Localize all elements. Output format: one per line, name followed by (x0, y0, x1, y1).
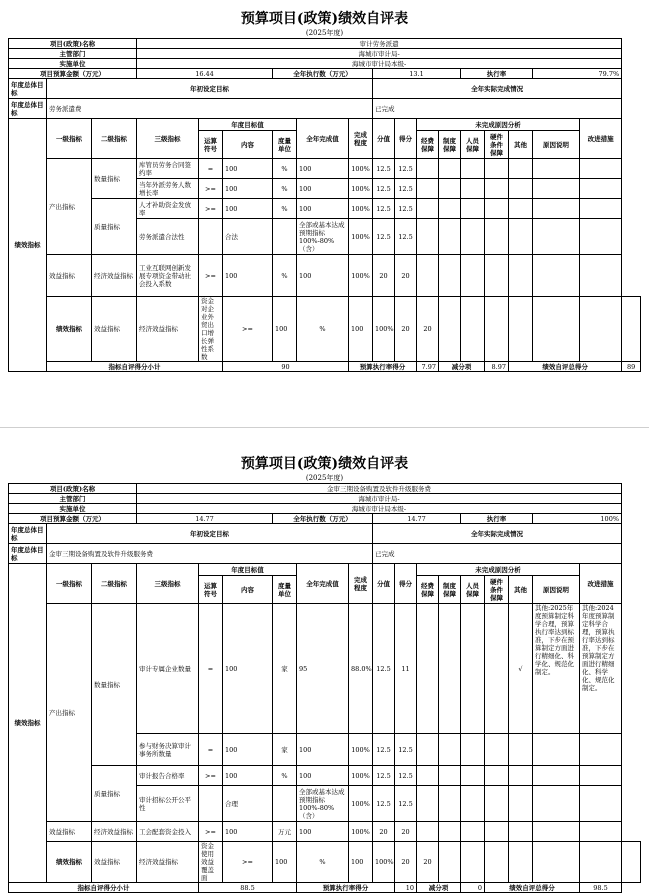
self-total-value: 90 (223, 362, 349, 372)
operator: >= (223, 297, 273, 362)
got-header: 得分 (395, 564, 417, 604)
score-value: 12.5 (373, 219, 395, 255)
evaluation-table (8, 483, 641, 893)
measures-value: 其他:2024年度预算制定科学合理，预算执行率达到标准，下步在预算制定方面进行精细化、科学化、规范化制定。 (580, 604, 622, 734)
table-row (9, 199, 641, 219)
hardware-header: 硬件条件保障 (485, 576, 509, 604)
completion-value: 100% (373, 297, 395, 362)
deduct-value: 0 (461, 883, 485, 893)
rate-label: 执行率 (461, 69, 533, 79)
perf-label: 绩效指标 (9, 564, 47, 883)
operator: >= (199, 199, 223, 219)
l1-satisfaction: 效益指标 (92, 297, 137, 362)
unit-measure-header: 度量单位 (273, 131, 297, 159)
target-content: 100 (223, 604, 273, 734)
budget-value: 16.44 (137, 69, 273, 79)
full-year-value: 100 (297, 159, 349, 179)
target-content: 100 (223, 766, 273, 786)
measure-unit: % (273, 766, 297, 786)
table-row (9, 604, 641, 734)
score-value: 12.5 (373, 766, 395, 786)
operator: >= (223, 842, 273, 883)
project-name-label: 项目(政策)名称 (9, 484, 137, 494)
got-value: 12.5 (395, 786, 417, 822)
full-year-value: 100 (297, 822, 349, 842)
target-content: 100 (223, 159, 273, 179)
operator: >= (199, 179, 223, 199)
rate-value: 79.7% (533, 69, 622, 79)
operator: >= (199, 766, 223, 786)
got-value: 20 (417, 297, 439, 362)
form-2 (8, 455, 641, 893)
annual-goal-label: 年度总体目标 (9, 524, 47, 544)
operator: >= (199, 822, 223, 842)
indicator-name: 审计专属企业数量 (137, 604, 199, 734)
unit-label: 实施单位 (9, 504, 137, 514)
dept-label: 主管部门 (9, 49, 137, 59)
got-value: 20 (417, 842, 439, 883)
staff-header: 人员保障 (461, 576, 485, 604)
executed-value: 14.77 (373, 514, 461, 524)
score-value: 20 (373, 255, 395, 297)
indicator-name: 人才补助资金发放率 (137, 199, 199, 219)
unit-label: 实施单位 (9, 59, 137, 69)
completion-value: 100% (349, 786, 373, 822)
measures-header: 改进措施 (580, 119, 622, 159)
completion-value: 100% (373, 842, 395, 883)
other-header: 其他 (509, 576, 533, 604)
measure-unit (273, 219, 297, 255)
table-row (9, 159, 641, 179)
completion-header: 完成程度 (349, 564, 373, 604)
measure-unit: % (297, 842, 349, 883)
measure-unit: % (273, 199, 297, 219)
reason-desc-value: 其他:2025年度预算制定科学合理，预算执行率达到标准，下步在预算制定方面进行精细化、科学化、规范化制定。 (533, 604, 580, 734)
initial-goal-header: 年初设定目标 (47, 79, 373, 99)
l3-header: 三级指标 (137, 564, 199, 604)
self-total-label: 指标自评得分小计 (9, 883, 199, 893)
l2-quantity: 数量指标 (92, 159, 137, 199)
full-year-value: 100 (297, 199, 349, 219)
l2-quantity: 数量指标 (92, 604, 137, 766)
funding-header: 经费保障 (417, 576, 439, 604)
reasons-header: 未完成原因分析 (417, 119, 580, 131)
full-year-value: 95 (297, 604, 349, 734)
score-value: 12.5 (373, 179, 395, 199)
self-total-label: 指标自评得分小计 (47, 362, 223, 372)
l1-output: 产出指标 (47, 159, 92, 255)
exec-score-label: 预算执行率得分 (297, 883, 395, 893)
l3-header: 三级指标 (137, 119, 199, 159)
l2-quality: 质量指标 (92, 766, 137, 822)
got-value: 12.5 (395, 199, 417, 219)
done-value: 已完成 (373, 99, 622, 119)
l2-econ2: 经济效益指标 (137, 842, 199, 883)
measure-unit: % (273, 255, 297, 297)
total-score-label: 绩效自评总得分 (509, 362, 622, 372)
l1-header: 一级指标 (47, 119, 92, 159)
indicator-name: 资金使用效益覆盖面 (199, 842, 223, 883)
deduct-label: 减分项 (417, 883, 461, 893)
completion-value: 100% (349, 255, 373, 297)
l1-satisfaction: 效益指标 (92, 842, 137, 883)
full-year-value: 100 (297, 179, 349, 199)
got-header: 得分 (395, 119, 417, 159)
full-year-value: 100 (297, 766, 349, 786)
op-header: 运算符号 (199, 131, 223, 159)
deduct-value: 8.97 (485, 362, 509, 372)
content-header: 内容 (223, 131, 273, 159)
l2-econ: 经济效益指标 (92, 822, 137, 842)
perf-label: 绩效指标 (9, 119, 47, 372)
full-year-value: 全部或基本达成预期指标100%-80%（含） (297, 786, 349, 822)
l1-header: 一级指标 (47, 564, 92, 604)
target-content: 100 (273, 297, 297, 362)
deduct-label: 减分项 (439, 362, 485, 372)
operator: >= (199, 255, 223, 297)
form-year: (2025年度) (305, 474, 344, 482)
measures-header: 改进措施 (580, 564, 622, 604)
goal-value: 金审三期设备购置及软件升级服务费 (47, 544, 373, 564)
score-value: 12.5 (373, 734, 395, 766)
full-year-value: 100 (349, 297, 373, 362)
hardware-header: 硬件条件保障 (485, 131, 509, 159)
measure-unit (273, 786, 297, 822)
operator: = (199, 734, 223, 766)
reason-desc-header: 原因说明 (533, 576, 580, 604)
l2-header: 二级指标 (92, 119, 137, 159)
annual-goal-label: 年度总体目标 (9, 79, 47, 99)
executed-label: 全年执行数（万元） (273, 69, 373, 79)
got-value: 12.5 (395, 734, 417, 766)
got-value: 12.5 (395, 179, 417, 199)
goal-value: 劳务派遣费 (47, 99, 373, 119)
evaluation-table (8, 38, 641, 372)
target-header: 年度目标值 (199, 119, 297, 131)
unit-value: 海城市审计局本级- (137, 504, 622, 514)
operator (199, 219, 223, 255)
project-name-value: 金审三期设备购置及软件升级服务费 (137, 484, 622, 494)
measure-unit: 家 (273, 604, 297, 734)
completion-value: 100% (349, 199, 373, 219)
got-value: 20 (395, 822, 417, 842)
page-divider (0, 427, 649, 428)
score-value: 20 (373, 822, 395, 842)
table-row (9, 255, 641, 297)
completion-value: 100% (349, 219, 373, 255)
full-year-value: 全部或基本达成预期指标100%-80%（含） (297, 219, 349, 255)
funding-header: 经费保障 (417, 131, 439, 159)
score-value: 20 (395, 842, 417, 883)
completion-value: 100% (349, 766, 373, 786)
got-value: 12.5 (395, 766, 417, 786)
full-year-header: 全年完成值 (297, 564, 349, 604)
other-check-mark: √ (509, 604, 533, 734)
got-value: 11 (395, 604, 417, 734)
table-row (9, 842, 641, 883)
total-score-value: 89 (622, 362, 641, 372)
budget-value: 14.77 (137, 514, 273, 524)
table-row (9, 822, 641, 842)
score-value: 12.5 (373, 159, 395, 179)
target-content: 合理 (223, 786, 273, 822)
target-content: 100 (223, 179, 273, 199)
done-value: 已完成 (373, 544, 622, 564)
form-title: 预算项目(政策)绩效自评表 (240, 456, 409, 472)
l1-benefit: 效益指标 (47, 255, 92, 297)
staff-header: 人员保障 (461, 131, 485, 159)
indicator-name: 审计报告合格率 (137, 766, 199, 786)
system-header: 制度保障 (439, 131, 461, 159)
l2-quality: 质量指标 (92, 199, 137, 255)
got-value: 20 (395, 255, 417, 297)
reasons-header: 未完成原因分析 (417, 564, 580, 576)
indicator-name: 工业互联网创新发展专项资金带动社会投入系数 (137, 255, 199, 297)
target-content: 合法 (223, 219, 273, 255)
l1-output: 产出指标 (47, 604, 92, 822)
indicator-name: 工会配套资金投入 (137, 822, 199, 842)
unit-value: 海城市审计局本级- (137, 59, 622, 69)
score-value: 12.5 (373, 199, 395, 219)
content-header: 内容 (223, 576, 273, 604)
actual-header: 全年实际完成情况 (373, 79, 622, 99)
full-year-header: 全年完成值 (297, 119, 349, 159)
rate-value: 100% (533, 514, 622, 524)
completion-value: 100% (349, 734, 373, 766)
completion-value: 100% (349, 822, 373, 842)
l2-econ: 经济效益指标 (92, 255, 137, 297)
perf-label: 绩效指标 (47, 297, 92, 362)
target-content: 100 (223, 822, 273, 842)
target-content: 100 (223, 199, 273, 219)
operator: = (199, 604, 223, 734)
annual-goal-label: 年度总体目标 (9, 544, 47, 564)
annual-goal-label: 年度总体目标 (9, 99, 47, 119)
actual-header: 全年实际完成情况 (373, 524, 622, 544)
measure-unit: 家 (273, 734, 297, 766)
completion-value: 88.0% (349, 604, 373, 734)
system-header: 制度保障 (439, 576, 461, 604)
indicator-name: 当年外派劳务人数增长率 (137, 179, 199, 199)
got-value: 12.5 (395, 159, 417, 179)
score-value: 12.5 (373, 786, 395, 822)
target-header: 年度目标值 (199, 564, 297, 576)
operator: = (199, 159, 223, 179)
score-header: 分值 (373, 119, 395, 159)
project-name-label: 项目(政策)名称 (9, 39, 137, 49)
dept-value: 海城市审计局- (137, 49, 622, 59)
total-score-label: 绩效自评总得分 (485, 883, 580, 893)
op-header: 运算符号 (199, 576, 223, 604)
indicator-name: 审计招标公开公平性 (137, 786, 199, 822)
target-content: 100 (223, 255, 273, 297)
executed-label: 全年执行数（万元） (273, 514, 373, 524)
form-title: 预算项目(政策)绩效自评表 (240, 11, 409, 27)
operator (199, 786, 223, 822)
l2-econ2: 经济效益指标 (137, 297, 199, 362)
exec-score-value: 10 (395, 883, 417, 893)
unit-measure-header: 度量单位 (273, 576, 297, 604)
other-header: 其他 (509, 131, 533, 159)
target-content: 100 (223, 734, 273, 766)
dept-label: 主管部门 (9, 494, 137, 504)
indicator-name: 库管员劳务合同签约率 (137, 159, 199, 179)
exec-score-label: 预算执行率得分 (349, 362, 417, 372)
target-content: 100 (273, 842, 297, 883)
measure-unit: % (273, 159, 297, 179)
full-year-value: 100 (297, 734, 349, 766)
form-year: (2025年度) (305, 29, 344, 37)
full-year-value: 100 (297, 255, 349, 297)
summary-row (9, 362, 641, 372)
indicator-name: 劳务派遣合法性 (137, 219, 199, 255)
table-row (9, 297, 641, 362)
rate-label: 执行率 (461, 514, 533, 524)
form-1 (8, 10, 641, 372)
full-year-value: 100 (349, 842, 373, 883)
budget-label: 项目预算金额（万元） (9, 69, 137, 79)
executed-value: 13.1 (373, 69, 461, 79)
score-header: 分值 (373, 564, 395, 604)
indicator-name: 资金对企业外贸出口增长弹性系数 (199, 297, 223, 362)
project-name-value: 审计劳务派遣 (137, 39, 622, 49)
perf-label: 绩效指标 (47, 842, 92, 883)
dept-value: 海城市审计局- (137, 494, 622, 504)
l1-benefit: 效益指标 (47, 822, 92, 842)
total-score-value: 98.5 (580, 883, 622, 893)
exec-score-value: 7.97 (417, 362, 439, 372)
table-row (9, 766, 641, 786)
measure-unit: 万元 (273, 822, 297, 842)
completion-value: 100% (349, 179, 373, 199)
score-value: 12.5 (373, 604, 395, 734)
measure-unit: % (273, 179, 297, 199)
measure-unit: % (297, 297, 349, 362)
reason-desc-header: 原因说明 (533, 131, 580, 159)
l2-header: 二级指标 (92, 564, 137, 604)
indicator-name: 参与财务决算审计事务所数量 (137, 734, 199, 766)
completion-value: 100% (349, 159, 373, 179)
budget-label: 项目预算金额（万元） (9, 514, 137, 524)
initial-goal-header: 年初设定目标 (47, 524, 373, 544)
completion-header: 完成程度 (349, 119, 373, 159)
self-total-value: 88.5 (199, 883, 297, 893)
score-value: 20 (395, 297, 417, 362)
summary-row (9, 883, 641, 893)
got-value: 12.5 (395, 219, 417, 255)
